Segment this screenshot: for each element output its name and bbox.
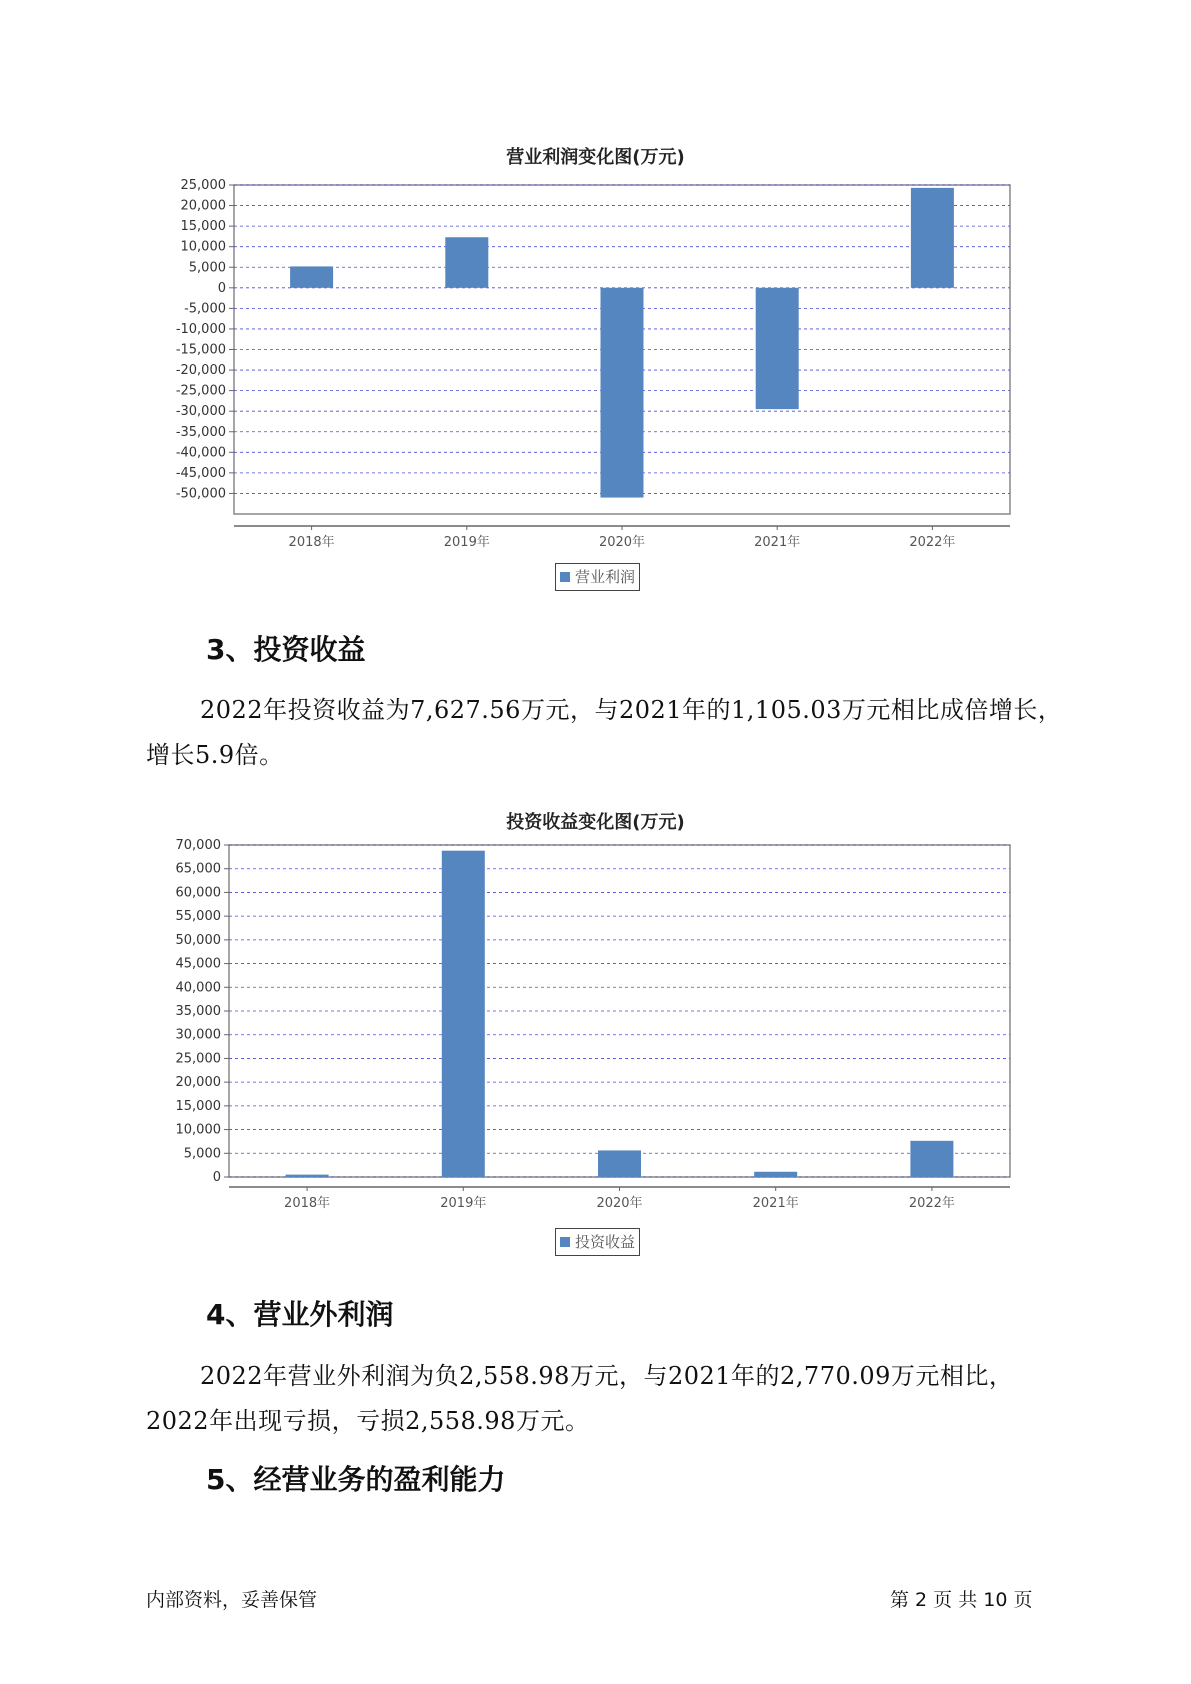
x-tick-label: 2018年 [284,1196,331,1211]
section5-heading: 5、经营业务的盈利能力 [206,1463,506,1496]
y-tick-label: -30,000 [175,404,226,420]
x-tick-label: 2020年 [596,1196,643,1211]
y-tick-label: 30,000 [175,1027,221,1043]
y-tick-label: -25,000 [175,383,226,399]
y-tick-label: 35,000 [175,1004,221,1019]
y-tick-label: 55,000 [175,909,221,925]
chart1-operating-profit [0,170,1191,550]
y-tick-label: 45,000 [175,956,221,972]
x-tick-label: 2021年 [754,535,801,550]
y-tick-label: 20,000 [180,198,226,214]
y-tick-label: 10,000 [175,1122,221,1138]
y-tick-label: -20,000 [175,363,226,379]
bar [754,1172,797,1177]
chart1-title: 营业利润变化图(万元) [506,147,685,168]
y-tick-label: -15,000 [175,342,226,358]
bar [290,266,333,287]
bar [756,288,799,409]
y-tick-label: -5,000 [184,301,226,317]
chart2-title: 投资收益变化图(万元) [506,812,685,833]
bar [286,1175,329,1177]
y-tick-label: 65,000 [175,861,221,877]
y-tick-label: 0 [212,1170,221,1185]
chart1-legend-label: 营业利润 [575,568,636,586]
bar [598,1150,641,1177]
y-tick-label: -40,000 [175,445,226,461]
y-tick-label: 25,000 [180,178,226,193]
footer-confidential-note: 内部资料，妥善保管 [146,1589,318,1611]
y-tick-label: -10,000 [175,321,226,337]
bar [445,237,488,288]
section3-heading: 3、投资收益 [206,633,366,666]
bar [442,851,485,1177]
chart2-legend-label: 投资收益 [575,1233,636,1251]
legend-swatch-icon [560,1237,570,1247]
y-tick-label: -35,000 [175,424,226,440]
y-tick-label: 40,000 [175,980,221,996]
y-tick-label: 0 [217,280,226,296]
y-tick-label: 50,000 [175,932,221,948]
x-tick-label: 2019年 [440,1196,487,1211]
y-tick-label: 60,000 [175,885,221,901]
bar [601,288,644,498]
y-tick-label: 15,000 [180,219,226,235]
y-tick-label: 5,000 [188,260,226,276]
section4-heading: 4、营业外利润 [206,1298,394,1331]
x-tick-label: 2022年 [909,535,956,550]
x-tick-label: 2018年 [288,535,335,550]
x-tick-label: 2019年 [443,535,490,550]
y-tick-label: 15,000 [175,1098,221,1114]
y-tick-label: -50,000 [175,486,226,502]
y-tick-label: -45,000 [175,465,226,481]
bar [911,188,954,288]
x-tick-label: 2022年 [908,1196,955,1211]
bar [910,1141,953,1177]
y-tick-label: 25,000 [175,1051,221,1067]
x-tick-label: 2021年 [752,1196,799,1211]
chart1-legend [555,563,640,591]
y-tick-label: 10,000 [180,239,226,255]
chart2-investment-income [0,835,1191,1215]
y-tick-label: 5,000 [183,1146,221,1162]
y-tick-label: 20,000 [175,1075,221,1091]
section3-body: 2022年投资收益为7,627.56万元，与2021年的1,105.03万元相比成倍增长，增长5.9倍。 [146,696,1063,769]
chart2-legend [555,1228,640,1256]
section4-body: 2022年营业外利润为负2,558.98万元，与2021年的2,770.09万元相比，2022年出现亏损，亏损2,558.98万元。 [146,1362,1014,1435]
y-tick-label: 70,000 [175,838,221,853]
x-tick-label: 2020年 [598,535,646,550]
legend-swatch-icon [560,572,570,582]
footer-page-number: 第 2 页 共 10 页 [890,1589,1033,1611]
